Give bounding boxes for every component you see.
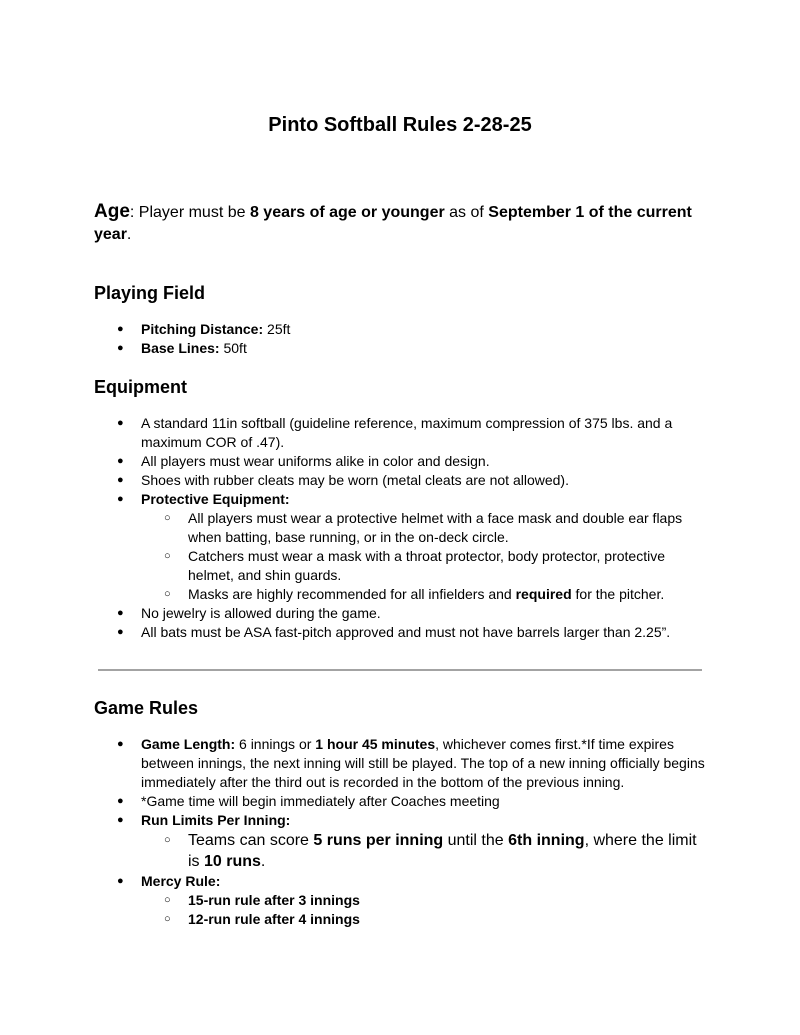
pitching-distance-value: 25ft bbox=[263, 321, 291, 337]
list-item bbox=[141, 891, 706, 910]
list-item bbox=[141, 830, 706, 872]
page-title: Pinto Softball Rules 2-28-25 bbox=[268, 114, 532, 136]
base-lines-value: 50ft bbox=[219, 340, 247, 356]
list-item: ○ Catchers must wear a mask with a throat protector, body protector, protective helmet, and shin guards. bbox=[141, 547, 706, 585]
game-rules-list bbox=[94, 735, 706, 929]
age-text-3: . bbox=[126, 226, 132, 243]
age-label: Age bbox=[94, 201, 130, 222]
list-item: ● Shoes with rubber cleats may be worn (metal cleats are not allowed). bbox=[94, 471, 706, 490]
run-limits-list bbox=[141, 830, 706, 872]
list-item bbox=[141, 585, 706, 604]
run-limits-text-3: , where the limit is bbox=[188, 832, 697, 870]
masks-bold: required bbox=[515, 586, 572, 602]
protective-equipment-label: Protective Equipment: bbox=[141, 491, 290, 507]
game-length-bold: 1 hour 45 minutes bbox=[315, 736, 436, 752]
game-rules-heading: Game Rules bbox=[94, 698, 199, 718]
list-item bbox=[94, 735, 706, 792]
list-item bbox=[94, 339, 706, 358]
run-limits-bold-2: 6th inning bbox=[508, 832, 585, 849]
list-item: ● *Game time will begin immediately after Coaches meeting bbox=[94, 792, 706, 811]
age-paragraph bbox=[94, 201, 694, 246]
playing-field-heading: Playing Field bbox=[94, 283, 206, 303]
mercy-rule-label: Mercy Rule: bbox=[141, 873, 221, 889]
list-item bbox=[94, 490, 706, 604]
age-text-1: : Player must be bbox=[129, 204, 250, 221]
list-item: ● No jewelry is allowed during the game. bbox=[94, 604, 706, 623]
equipment-heading: Equipment bbox=[94, 377, 187, 397]
horizontal-divider bbox=[98, 669, 702, 671]
list-item bbox=[94, 811, 706, 872]
base-lines-label: Base Lines: bbox=[141, 340, 220, 356]
mercy-rule-item: 12-run rule after 4 innings bbox=[188, 911, 360, 927]
list-item bbox=[141, 910, 706, 929]
game-length-text-1: 6 innings or bbox=[235, 736, 316, 752]
run-limits-bold-1: 5 runs per inning bbox=[313, 832, 444, 849]
age-bold-1: 8 years of age or younger bbox=[249, 204, 445, 221]
equipment-list bbox=[94, 414, 706, 642]
mercy-rule-list bbox=[141, 891, 706, 929]
age-bold-2: September 1 of the current year bbox=[94, 204, 692, 243]
protective-equipment-list bbox=[141, 509, 706, 604]
masks-text-2: for the pitcher. bbox=[571, 586, 665, 602]
game-length-label: Game Length: bbox=[141, 736, 236, 752]
list-item bbox=[94, 320, 706, 339]
list-item bbox=[94, 872, 706, 929]
run-limits-bold-3: 10 runs bbox=[204, 853, 261, 870]
list-item: ● All players must wear uniforms alike in color and design. bbox=[94, 452, 706, 471]
run-limits-text-1: Teams can score bbox=[188, 832, 314, 849]
run-limits-text-2: until the bbox=[443, 832, 509, 849]
run-limits-label: Run Limits Per Inning: bbox=[141, 812, 291, 828]
masks-text-1: Masks are highly recommended for all infielders and bbox=[188, 586, 516, 602]
game-length-text-2: , whichever comes first.*If time expires between innings, the next inning will still be played. The top of a new inning officially begins immediately after the third out is recorded in the bottom of the previous inning. bbox=[141, 736, 705, 790]
run-limits-text-4: . bbox=[260, 853, 266, 870]
list-item: ● All bats must be ASA fast-pitch approved and must not have barrels larger than 2.25”. bbox=[94, 623, 706, 642]
mercy-rule-item: 15-run rule after 3 innings bbox=[188, 892, 360, 908]
playing-field-list bbox=[94, 320, 706, 358]
list-item: ○ All players must wear a protective helmet with a face mask and double ear flaps when batting, base running, or in the on-deck circle. bbox=[141, 509, 706, 547]
age-text-2: as of bbox=[444, 204, 489, 221]
list-item: ● A standard 11in softball (guideline reference, maximum compression of 375 lbs. and a maximum COR of .47). bbox=[94, 414, 706, 452]
pitching-distance-label: Pitching Distance: bbox=[141, 321, 264, 337]
